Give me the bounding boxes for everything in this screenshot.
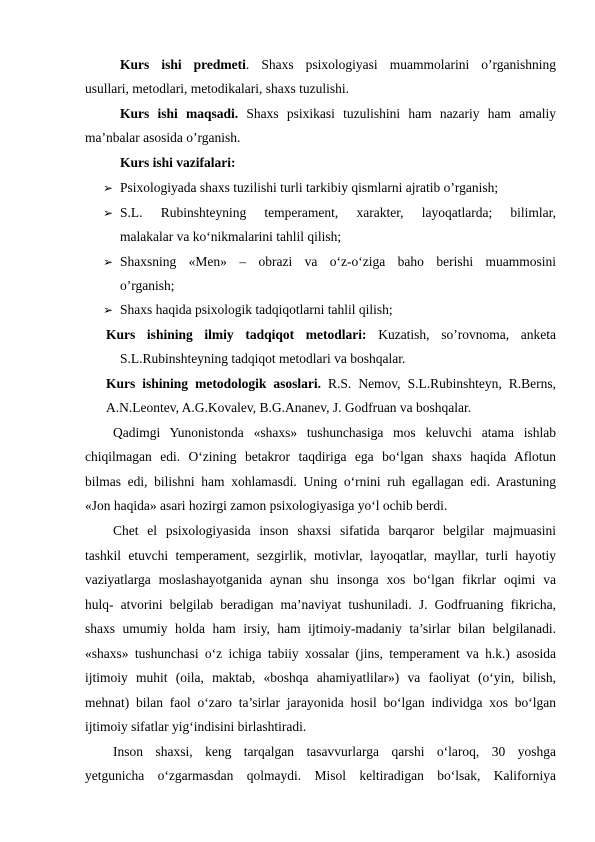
paragraph-7-line-3: vaziyatlarga moslashayotganida aynan shu insonga xos bo‘lgan fikrlar oqimi va xyxy=(85,572,556,587)
paragraph-subject-line-1 xyxy=(120,55,556,75)
paragraph-6-line-4: «Jon haqida» asari hozirgi zamon psixologiyasiga yo‘l ochib berdi. xyxy=(85,498,448,513)
task-item-2-line-1: S.L. Rubinshteyning temperament, xarakter, layoqatlarda; bilimlar, xyxy=(120,205,556,220)
paragraph-6-line-3: bilmas edi, bilishni ham xohlamasdi. Uning o‘rnini ruh egallagan edi. Arastuning xyxy=(85,474,556,489)
paragraph-6-line-1: Qadimgi Yunonistonda «shaxs» tushunchasiga mos keluvchi atama ishlab xyxy=(113,425,556,440)
methods-line-1 xyxy=(106,325,556,345)
bullet-arrow-icon: ➢ xyxy=(103,206,114,220)
methods-heading: Kurs ishining ilmiy tadqiqot metodlari: xyxy=(106,327,367,342)
paragraph-7-line-2: tashkil etuvchi temperament, sezgirlik, motivlar, layoqatlar, mayllar, turli hayotiy xyxy=(85,548,556,563)
subject-heading: Kurs ishi predmeti xyxy=(120,57,246,72)
methods-line-2: S.L.Rubinshteyning tadqiqot metodlari va boshqalar. xyxy=(120,351,406,366)
paragraph-7-line-5: shaxs umumiy holda ham irsiy, ham ijtimoiy-madaniy ta’sirlar bilan belgilanadi. xyxy=(85,621,556,636)
bullet-arrow-icon: ➢ xyxy=(103,255,114,269)
paragraph-8-line-1: Inson shaxsi, keng tarqalgan tasavvurlarga qarshi o‘laroq, 30 yoshga xyxy=(113,744,556,759)
foundations-line-1 xyxy=(106,374,556,394)
paragraph-7-line-6: «shaxs» tushunchasi o‘z ichiga tabiiy xossalar (jins, temperament va h.k.) asosida xyxy=(85,646,556,661)
methods-text: Kuzatish, so’rovnoma, anketa xyxy=(366,327,557,342)
paragraph-7-line-9: ijtimoiy sifatlar yig‘indisini birlashtiradi. xyxy=(85,719,307,734)
subject-text: . Shaxs psixologiyasi muammolarini o’rganishning xyxy=(245,57,556,72)
task-item-3-line-2: o’rganish; xyxy=(120,278,175,293)
tasks-heading: Kurs ishi vazifalari: xyxy=(120,155,236,170)
paragraph-goal-line-1 xyxy=(120,104,556,124)
task-item-4: Shaxs haqida psixologik tadqiqotlarni tahlil qilish; xyxy=(120,302,393,317)
bullet-arrow-icon: ➢ xyxy=(103,303,114,317)
paragraph-7-line-8: mehnat) bilan faol o‘zaro ta’sirlar jarayonida hosil bo‘lgan individga xos bo‘lgan xyxy=(85,695,556,710)
bullet-arrow-icon: ➢ xyxy=(103,181,114,195)
paragraph-8-line-2: yetgunicha o‘zgarmasdan qolmaydi. Misol keltiradigan bo‘lsak, Kaliforniya xyxy=(85,768,556,783)
task-item-2-line-2: malakalar va ko‘nikmalarini tahlil qilish; xyxy=(120,229,342,244)
task-item-1: Psixologiyada shaxs tuzilishi turli tarkibiy qismlarni ajratib o’rganish; xyxy=(120,180,499,195)
paragraph-6-line-2: chiqilmagan edi. O‘zining betakror taqdiriga ega bo‘lgan shaxs haqida Aflotun xyxy=(85,449,556,464)
goal-text: Shaxs psixikasi tuzulishini ham nazariy ham amaliy xyxy=(238,106,556,121)
foundations-line-2: A.N.Leontev, A.G.Kovalev, B.G.Ananev, J. Godfruan va boshqalar. xyxy=(106,400,472,415)
paragraph-goal-line-2: ma’nbalar asosida o’rganish. xyxy=(85,130,241,145)
paragraph-7-line-1: Chet el psixologiyasida inson shaxsi sifatida barqaror belgilar majmuasini xyxy=(113,523,556,538)
paragraph-subject-line-2: usullari, metodlari, metodikalari, shaxs tuzulishi. xyxy=(85,81,349,96)
goal-heading: Kurs ishi maqsadi. xyxy=(120,106,239,121)
paragraph-7-line-7: ijtimoiy muhit (oila, maktab, «boshqa ahamiyatlilar») va faoliyat (o‘yin, bilish, xyxy=(85,670,556,685)
task-item-3-line-1: Shaxsning «Men» – obrazi va o‘z-o‘ziga baho berishi muammosini xyxy=(120,254,556,269)
paragraph-7-line-4: hulq- atvorini belgilab beradigan ma’naviyat tushuniladi. J. Godfruaning fikricha, xyxy=(85,597,556,612)
foundations-heading: Kurs ishining metodologik asoslari. xyxy=(106,376,321,391)
foundations-text: R.S. Nemov, S.L.Rubinshteyn, R.Berns, xyxy=(321,376,556,391)
